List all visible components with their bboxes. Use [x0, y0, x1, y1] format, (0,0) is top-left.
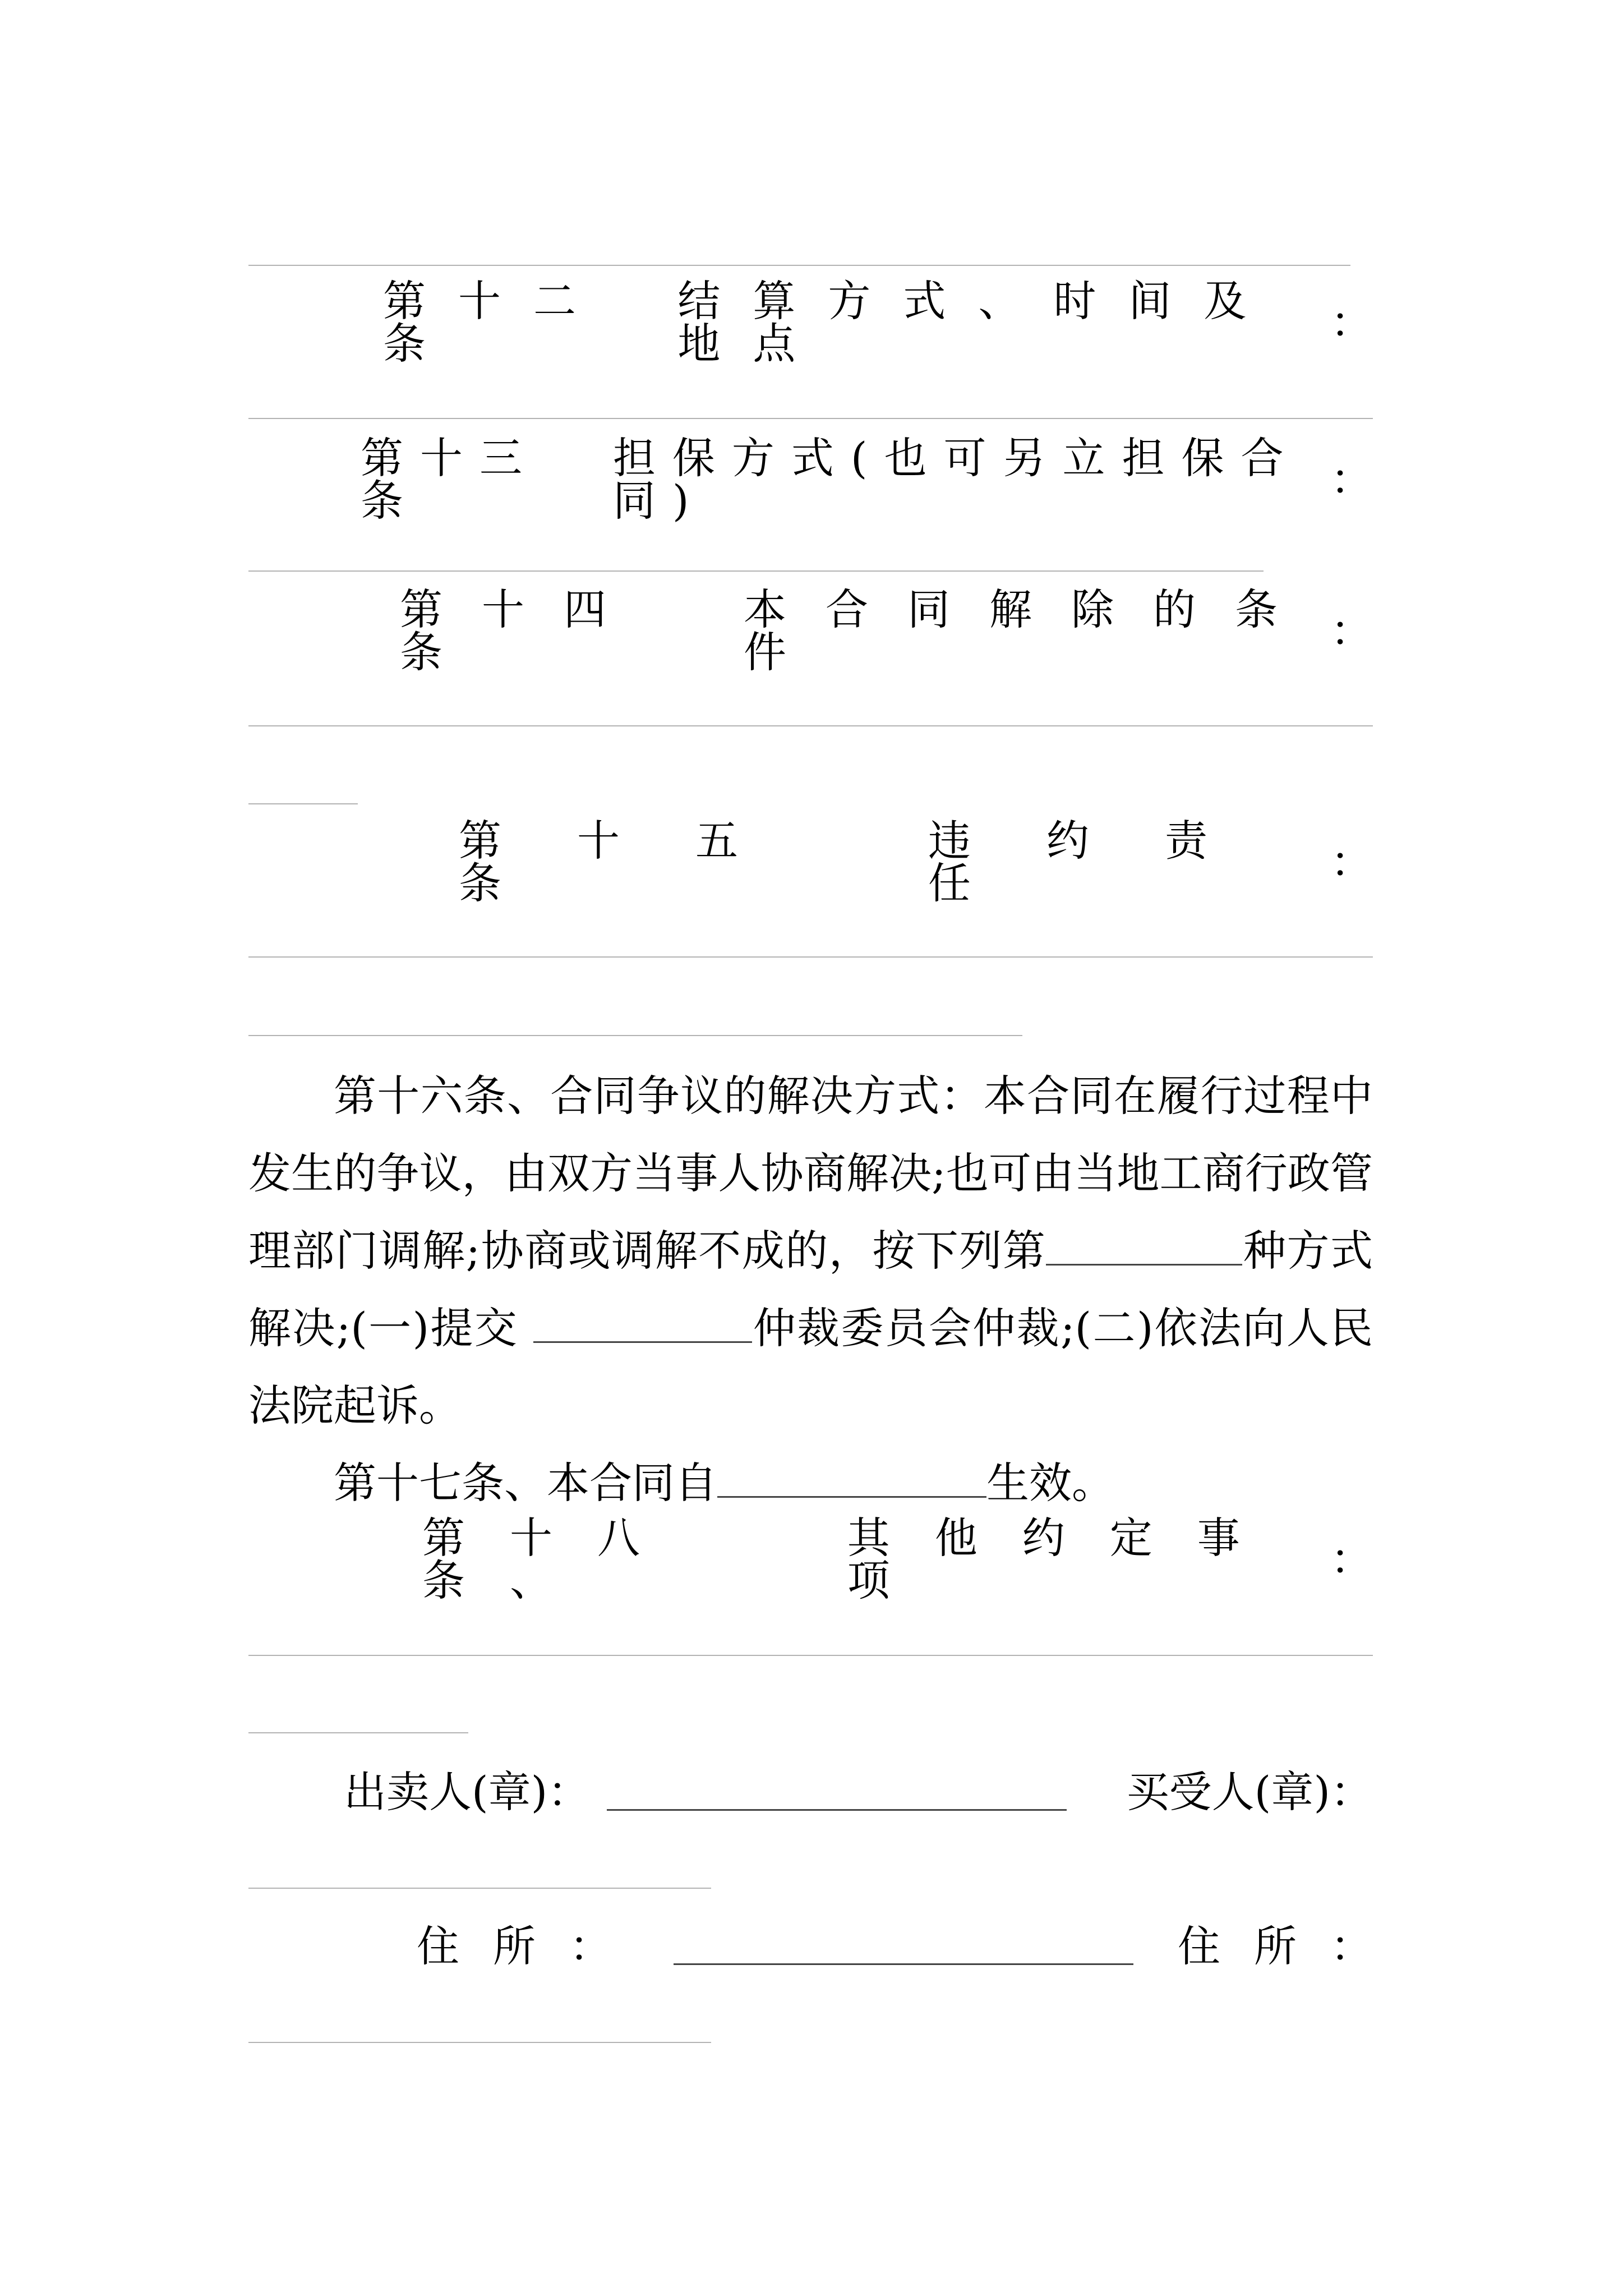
- clause-14-colon: ：: [1330, 606, 1373, 656]
- fill-line: [248, 2042, 711, 2043]
- clause-12-label: 第十二条: [383, 276, 608, 369]
- clause-18-title: 其他约定事项: [847, 1513, 1285, 1605]
- clause-16-paragraph: [248, 1057, 1373, 1444]
- clause-12-colon: ：: [1330, 297, 1373, 347]
- clause-18-colon: ：: [1330, 1534, 1373, 1584]
- fill-line: [248, 265, 1350, 266]
- fill-line: [248, 803, 358, 804]
- fill-line: [248, 1732, 468, 1733]
- seller-buyer-row: [248, 1764, 1373, 1820]
- seller-address-label: 住所：: [417, 1921, 645, 1971]
- blank-line: [533, 1306, 752, 1343]
- blank-line: [1046, 1229, 1242, 1266]
- seller-label: 出卖人(章)：: [344, 1767, 591, 1817]
- clause-14-title: 本合同解除的条件: [744, 585, 1317, 677]
- clause-17-text-1: 第十七条、本合同自: [334, 1458, 717, 1508]
- clause-12-heading: [248, 276, 1373, 369]
- clause-18-label: 第十八条、: [422, 1513, 685, 1605]
- seller-signature-line: [607, 1774, 1067, 1811]
- clause-15-colon: ：: [1330, 837, 1373, 887]
- clause-15-heading: [248, 816, 1373, 908]
- clause-13-heading: [248, 433, 1373, 526]
- clause-16-text-2: 种方式解决;(一)提交: [248, 1226, 1373, 1353]
- clause-15-title: 违约责任: [928, 816, 1283, 908]
- clause-16-text-3: 仲裁委员会仲裁;(二)依法向人民法院起诉。: [248, 1303, 1373, 1430]
- clause-14-label: 第十四条: [400, 585, 645, 677]
- fill-line: [248, 725, 1373, 726]
- fill-line: [248, 570, 1264, 572]
- clause-17-text-2: 生效。: [986, 1458, 1114, 1508]
- clause-13-label: 第十三条: [361, 433, 539, 526]
- fill-line: [248, 1035, 1022, 1036]
- fill-line: [248, 956, 1373, 958]
- blank-line: [717, 1461, 986, 1498]
- buyer-address-label: 住所：: [1178, 1921, 1407, 1971]
- clause-13-colon: ：: [1330, 454, 1373, 504]
- clause-15-label: 第十五条: [459, 816, 814, 908]
- clause-18-heading: [248, 1513, 1373, 1605]
- seller-address-line: [674, 1929, 1133, 1965]
- clause-14-heading: [248, 585, 1373, 677]
- clause-17-paragraph: [248, 1444, 1373, 1522]
- clause-13-title: 担保方式(也可另立担保合同): [612, 433, 1301, 526]
- buyer-label: 买受人(章)：: [1126, 1767, 1373, 1817]
- fill-line: [248, 1655, 1373, 1656]
- clause-16-text-1: 第十六条、合同争议的解决方式：本合同在履行过程中发生的争议，由双方当事人协商解决;也可由当地工商行政管理部门调解;协商或调解不成的，按下列第: [248, 1071, 1373, 1276]
- address-row: [248, 1918, 1407, 1975]
- fill-line: [248, 418, 1373, 419]
- clause-12-title: 结算方式、时间及地点: [677, 276, 1279, 369]
- fill-line: [248, 1888, 711, 1889]
